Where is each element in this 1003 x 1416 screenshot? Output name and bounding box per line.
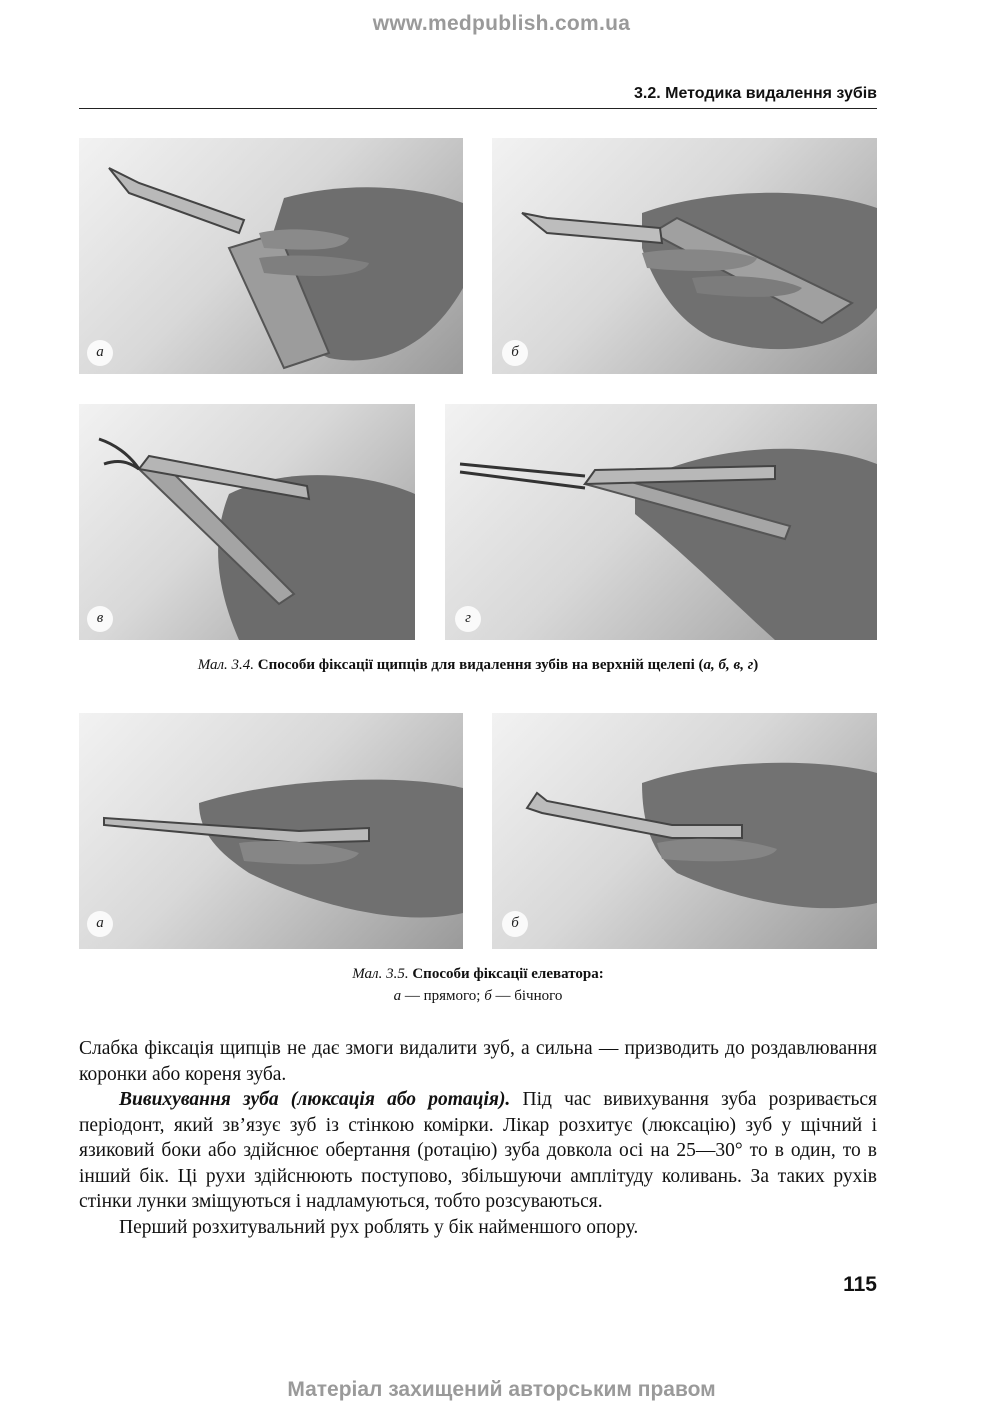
legend-letter-a: а [393, 988, 402, 1004]
figure-3-4-caption [79, 657, 877, 674]
paragraph-2 [79, 1087, 877, 1215]
photo-elevator-grip-lateral [492, 713, 877, 949]
figure-letter-badge: в [87, 606, 113, 632]
photo-forceps-grip-b [492, 138, 877, 374]
figure-3-5-caption [79, 966, 877, 983]
forceps-hand-illustration [492, 138, 877, 374]
forceps-hand-illustration [79, 138, 463, 374]
elevator-hand-illustration [492, 713, 877, 949]
figure-3-5-legend [79, 988, 877, 1005]
paragraph-3: Перший розхитувальний рух роблять у бік найменшого опору. [119, 1216, 639, 1238]
legend-letter-b: б [484, 988, 492, 1004]
forceps-hand-illustration [445, 404, 877, 640]
figure-caption-text: Способи фіксації елеватора: [412, 966, 604, 982]
running-head: 3.2. Методика видалення зубів [634, 85, 877, 102]
figure-label: Мал. 3.5. [352, 966, 409, 982]
figure-letter-badge: б [502, 911, 528, 937]
header-rule [79, 108, 877, 109]
legend-text-a: — прямого; [401, 988, 485, 1004]
figure-caption-close: ) [753, 657, 759, 673]
figure-letter-badge: б [502, 340, 528, 366]
photo-elevator-grip-straight [79, 713, 463, 949]
figure-caption-letters: а, б, в, г [703, 657, 754, 673]
figure-label: Мал. 3.4. [197, 657, 255, 673]
paragraph-2-term: Вивихування зуба (люксація або ротація). [119, 1089, 511, 1110]
paragraph-2-text: Під час вивихування зуба розривається періодонт, який зв’язує зуб із стінкою комірки. Лікар розхитує (люксацію) зуб у щічний і язиковий боки або здійснює обертання (ротацію) зуба довкола осі на 25—30° то в один, то в інший бік. Ці рухи здійснюють поступово, збільшуючи амплітуду коливань. За таких рухів стінки лунки зміщуються і надламуються, тобто розсуваються. [79, 1089, 877, 1212]
paragraph-1: Слабка фіксація щипців не дає змоги видалити зуб, а сильна — призводить до роздавлювання коронки або кореня зуба. [79, 1038, 877, 1085]
photo-forceps-grip-v [79, 404, 415, 640]
watermark-site-url: www.medpublish.com.ua [372, 12, 631, 35]
figure-letter-badge: а [87, 911, 113, 937]
photo-forceps-grip-g [445, 404, 877, 640]
elevator-hand-illustration [79, 713, 463, 949]
legend-text-b: — бічного [491, 988, 563, 1004]
figure-caption-text: Способи фіксації щипців для видалення зубів на верхній щелепі ( [257, 657, 704, 673]
body-text [79, 1036, 877, 1240]
forceps-hand-illustration [79, 404, 415, 640]
photo-forceps-grip-a [79, 138, 463, 374]
figure-letter-badge: а [87, 340, 113, 366]
figure-letter-badge: г [455, 606, 481, 632]
watermark-copyright: Матеріал захищений авторським правом [287, 1378, 716, 1401]
page-number: 115 [843, 1273, 877, 1296]
